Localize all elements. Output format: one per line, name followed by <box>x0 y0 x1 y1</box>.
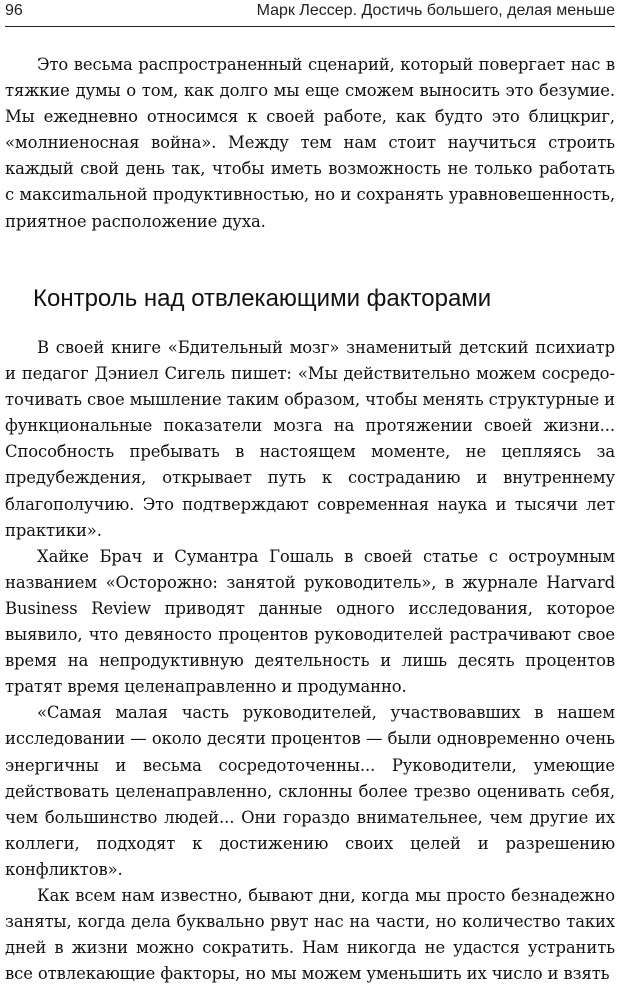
running-head: Марк Лессер. Достичь большего, делая меньше <box>256 2 615 19</box>
paragraph: «Самая малая часть руководителей, участвовавших в нашем исследовании — около десяти процентов — были одновременно очень энергичны и весьма сосредоточенны... Руководители, умеющие действовать целенаправленно, склонны более трезво оценивать себя, чем большинство людей... Они гораздо внимательнее, чем другие их коллеги, подходят к достижению своих целей и разрешению конфликтов». <box>5 703 615 879</box>
paragraph: В своей книге «Бдительный мозг» знаменитый детский психиатр и педагог Дэниел Сигель пишет: «Мы действительно можем сосредоточивать свое мышление таким образом, чтобы менять структурные и функциональные показатели мозга на протяжении своей жизни... Способность пребывать в настоящем моменте, не цепляясь за предубеждения, открывает путь к состраданию и внутреннему благополучию. Это подтверждают современная наука и тысячи лет практики». <box>5 338 615 540</box>
paragraph: Как всем нам известно, бывают дни, когда мы просто безнадежно заняты, когда дела буквально рвут нас на части, но количество таких дней в жизни можно сократить. Нам никогда не удастся устранить все отвлекающие факторы, но мы можем уменьшить их число и взять <box>5 885 615 984</box>
paragraph: Это весьма распространенный сценарий, который повергает нас в тяжкие думы о том, как долго мы еще сможем выносить это безумие. Мы ежедневно относимся к своей работе, как будто это блицкриг, «молниеносная война». Между тем нам стоит научиться строить каждый свой день так, чтобы иметь возможность не только работать с максиmальной продуктивностью, но и сохранять уравновешенность, приятное расположение духа. <box>5 55 615 231</box>
paragraph: Хайке Брач и Сумантра Гошаль в своей статье с остроумным названием «Осторожно: занятой руководитель», в журнале Harvard Business Review приводят данные одного исследования, которое выявило, что девяносто процентов руководителей растрачивают свое время на непродуктивную деятельность и лишь десять процентов тратят время целенаправленно и продуманно. <box>5 546 615 697</box>
section-heading: Контроль над отвлекающими факторами <box>33 285 492 312</box>
page-number: 96 <box>5 2 23 19</box>
page-header <box>5 0 615 27</box>
intro-text <box>5 52 615 235</box>
section-body <box>5 335 615 987</box>
